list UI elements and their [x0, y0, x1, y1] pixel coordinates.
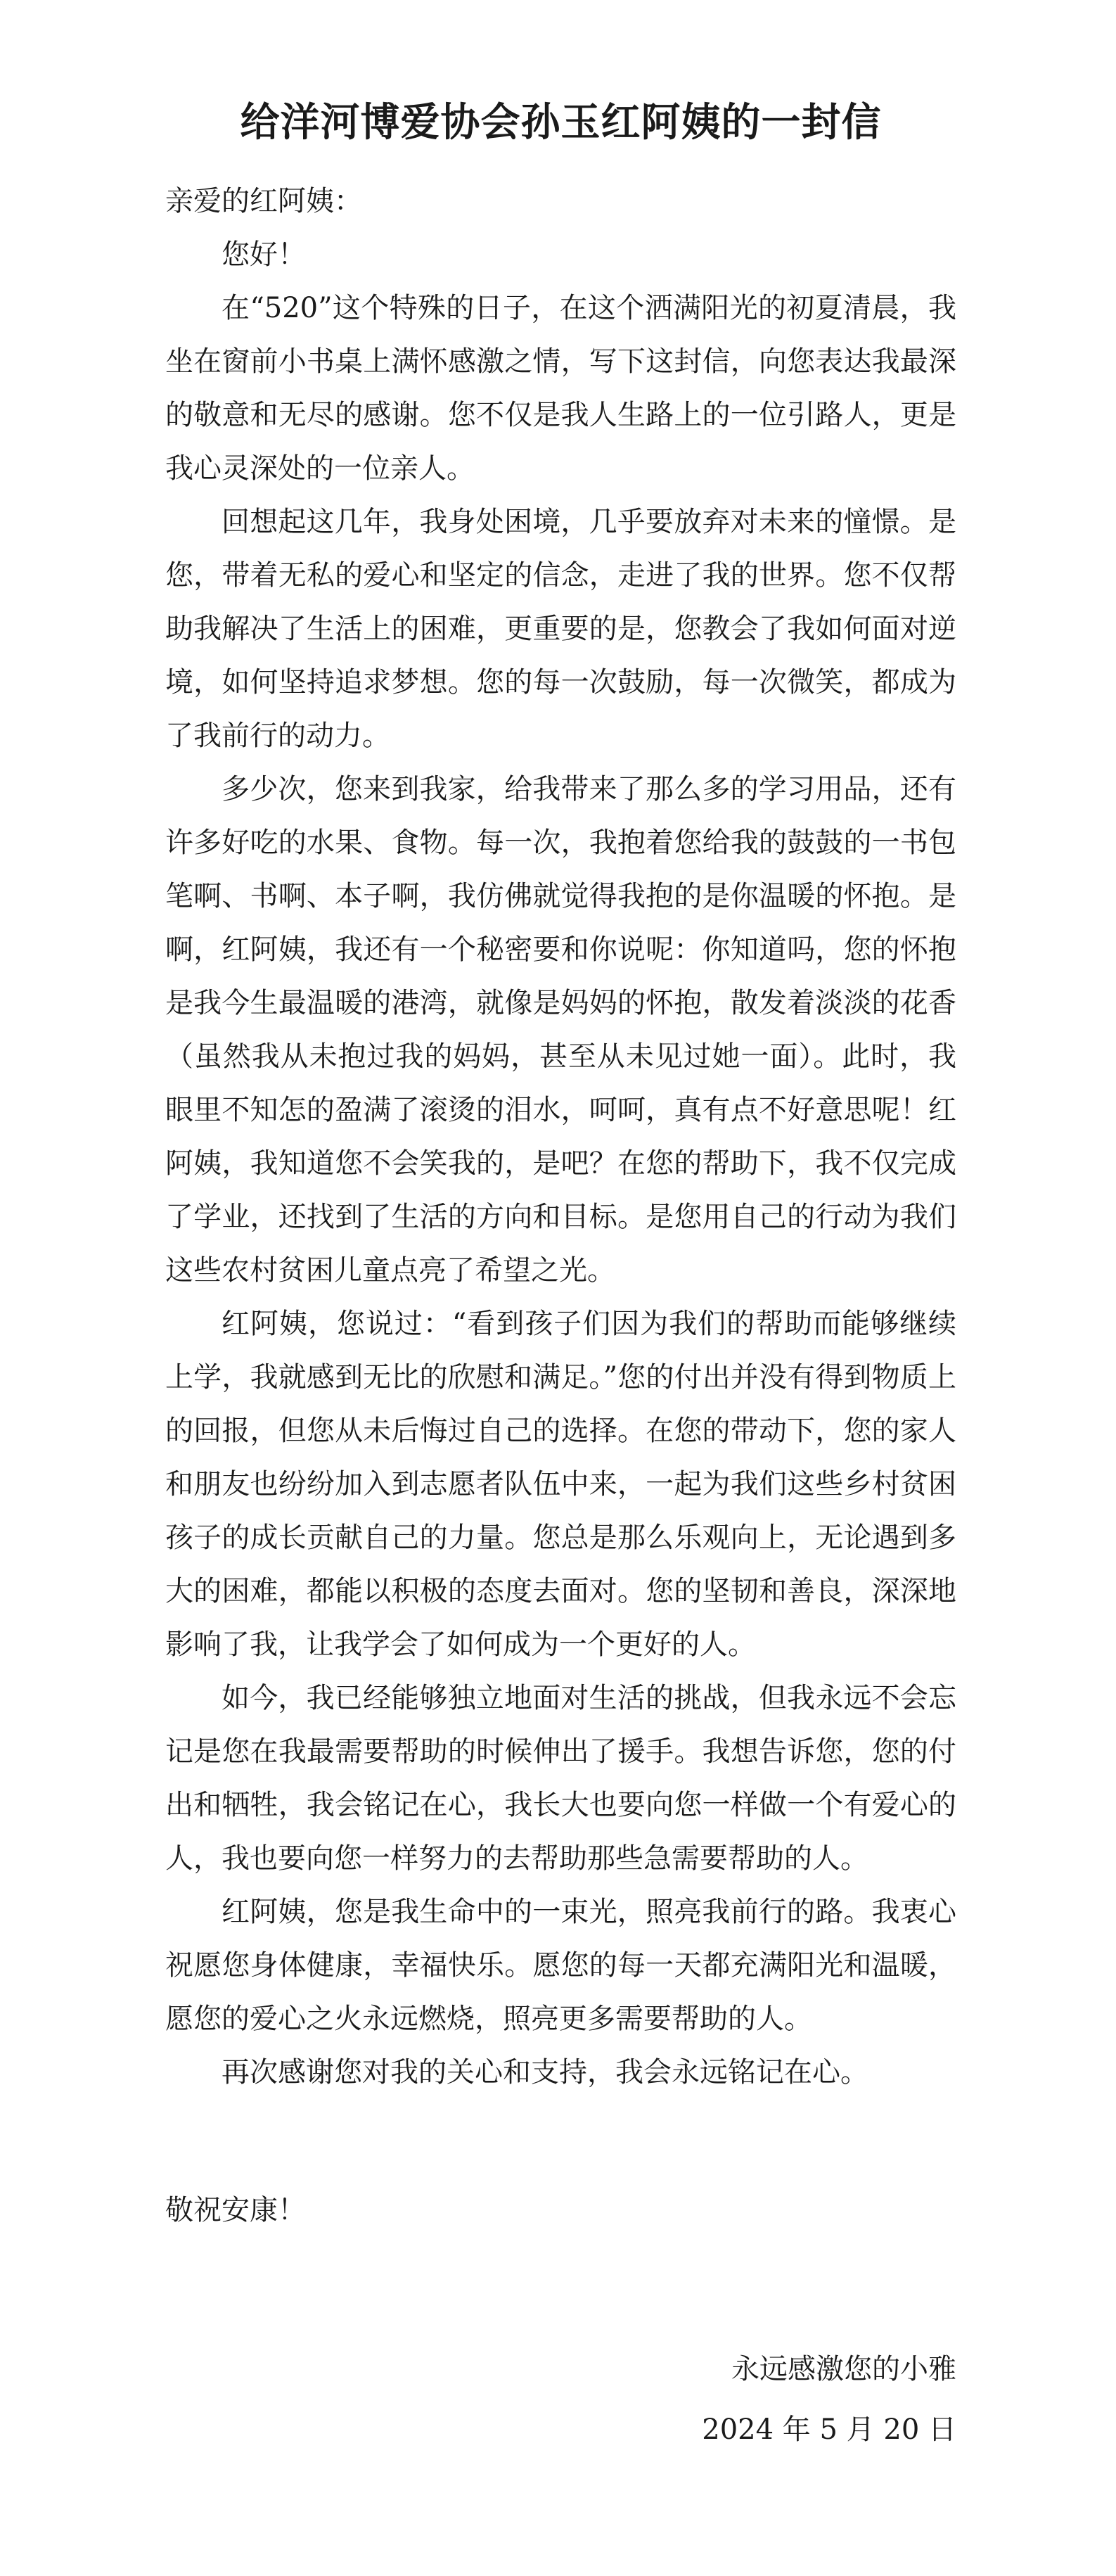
signature-block [165, 2342, 956, 2456]
paragraph-greeting: 您好！ [222, 238, 306, 271]
closing-line: 敬祝安康！ [165, 2194, 306, 2226]
paragraph-5: 如今，我已经能够独立地面对生活的挑战，但我永远不会忘记是您在我最需要帮助的时候伸出了援手。我想告诉您，您的付出和牺牲，我会铭记在心，我长大也要向您一样做一个有爱心的人，我也要向您一样努力的去帮助那些急需要帮助的人。 [165, 1682, 956, 1875]
letter-title: 给洋河博爱协会孙玉红阿姨的一封信 [240, 100, 882, 146]
paragraph-1: 在“520”这个特殊的日子，在这个洒满阳光的初夏清晨，我坐在窗前小书桌上满怀感激之情，写下这封信，向您表达我最深的敬意和无尽的感谢。您不仅是我人生路上的一位引路人，更是我心灵深处的一位亲人。 [165, 292, 956, 485]
paragraph-6: 红阿姨，您是我生命中的一束光，照亮我前行的路。我衷心祝愿您身体健康，幸福快乐。愿您的每一天都充满阳光和温暖，愿您的爱心之火永远燃烧，照亮更多需要帮助的人。 [165, 1896, 956, 2035]
signature: 永远感激您的小雅 [731, 2353, 956, 2385]
paragraph-7: 再次感谢您对我的关心和支持，我会永远铭记在心。 [222, 2056, 868, 2089]
letter [165, 91, 956, 2456]
letter-date: 2024 年 5 月 20 日 [702, 2414, 956, 2446]
paragraph-3: 多少次，您来到我家，给我带来了那么多的学习用品，还有许多好吃的水果、食物。每一次，我抱着您给我的鼓鼓的一书包笔啊、书啊、本子啊，我仿佛就觉得我抱的是你温暖的怀抱。是啊，红阿姨，我还有一个秘密要和你说呢：你知道吗，您的怀抱是我今生最温暖的港湾，就像是妈妈的怀抱，散发着淡淡的花香（虽然我从未抱过我的妈妈，甚至从未见过她一面）。此时，我眼里不知怎的盈满了滚烫的泪水，呵呵，真有点不好意思呢！红阿姨，我知道您不会笑我的，是吧？在您的帮助下，我不仅完成了学业，还找到了生活的方向和目标。是您用自己的行动为我们这些农村贫困儿童点亮了希望之光。 [165, 773, 956, 1287]
paragraph-2: 回想起这几年，我身处困境，几乎要放弃对未来的憧憬。是您，带着无私的爱心和坚定的信念，走进了我的世界。您不仅帮助我解决了生活上的困难，更重要的是，您教会了我如何面对逆境，如何坚持追求梦想。您的每一次鼓励，每一次微笑，都成为了我前行的动力。 [165, 506, 956, 752]
paragraph-4: 红阿姨，您说过：“看到孩子们因为我们的帮助而能够继续上学，我就感到无比的欣慰和满足。”您的付出并没有得到物质上的回报，但您从未后悔过自己的选择。在您的带动下，您的家人和朋友也纷纷加入到志愿者队伍中来，一起为我们这些乡村贫困孩子的成长贡献自己的力量。您总是那么乐观向上，无论遇到多大的困难，都能以积极的态度去面对。您的坚韧和善良，深深地影响了我，让我学会了如何成为一个更好的人。 [165, 1308, 956, 1661]
salutation: 亲爱的红阿姨： [165, 185, 362, 217]
